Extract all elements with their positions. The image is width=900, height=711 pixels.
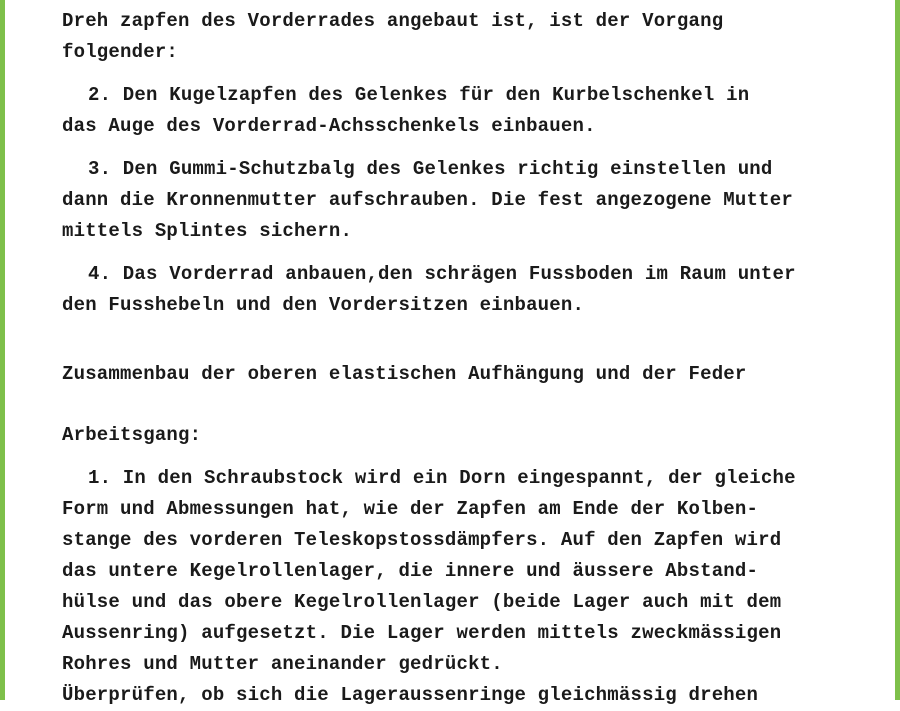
step-1-line-3: stange des vorderen Teleskopstossdämpfers. Auf den Zapfen wird xyxy=(62,529,782,551)
work-label: Arbeitsgang: xyxy=(62,424,202,446)
document-page xyxy=(62,6,888,711)
check-line: Überprüfen, ob sich die Lageraussenringe gleichmässig drehen xyxy=(62,684,759,706)
step-2-line-1: 2. Den Kugelzapfen des Gelenkes für den Kurbelschenkel in xyxy=(88,84,750,106)
step-1-line-1: 1. In den Schraubstock wird ein Dorn eingespannt, der gleiche xyxy=(88,467,796,489)
step-1-line-2: Form und Abmessungen hat, wie der Zapfen am Ende der Kolben- xyxy=(62,498,759,520)
step-1-line-7: Rohres und Mutter aneinander gedrückt. xyxy=(62,653,503,675)
intro-line-1: Dreh zapfen des Vorderrades angebaut ist, ist der Vorgang xyxy=(62,10,724,32)
step-1-line-6: Aussenring) aufgesetzt. Die Lager werden mittels zweckmässigen xyxy=(62,622,782,644)
step-3-line-2: dann die Kronnenmutter aufschrauben. Die fest angezogene Mutter xyxy=(62,189,793,211)
step-1-line-4: das untere Kegelrollenlager, die innere und äussere Abstand- xyxy=(62,560,759,582)
section-heading: Zusammenbau der oberen elastischen Aufhängung und der Feder xyxy=(62,363,747,385)
step-4-line-1: 4. Das Vorderrad anbauen,den schrägen Fussboden im Raum unter xyxy=(88,263,796,285)
step-3-line-1: 3. Den Gummi-Schutzbalg des Gelenkes richtig einstellen und xyxy=(88,158,773,180)
step-1-line-5: hülse und das obere Kegelrollenlager (beide Lager auch mit dem xyxy=(62,591,782,613)
step-4-line-2: den Fusshebeln und den Vordersitzen einbauen. xyxy=(62,294,585,316)
intro-line-2: folgender: xyxy=(62,41,179,63)
step-2-line-2: das Auge des Vorderrad-Achsschenkels einbauen. xyxy=(62,115,596,137)
step-3-line-3: mittels Splintes sichern. xyxy=(62,220,353,242)
